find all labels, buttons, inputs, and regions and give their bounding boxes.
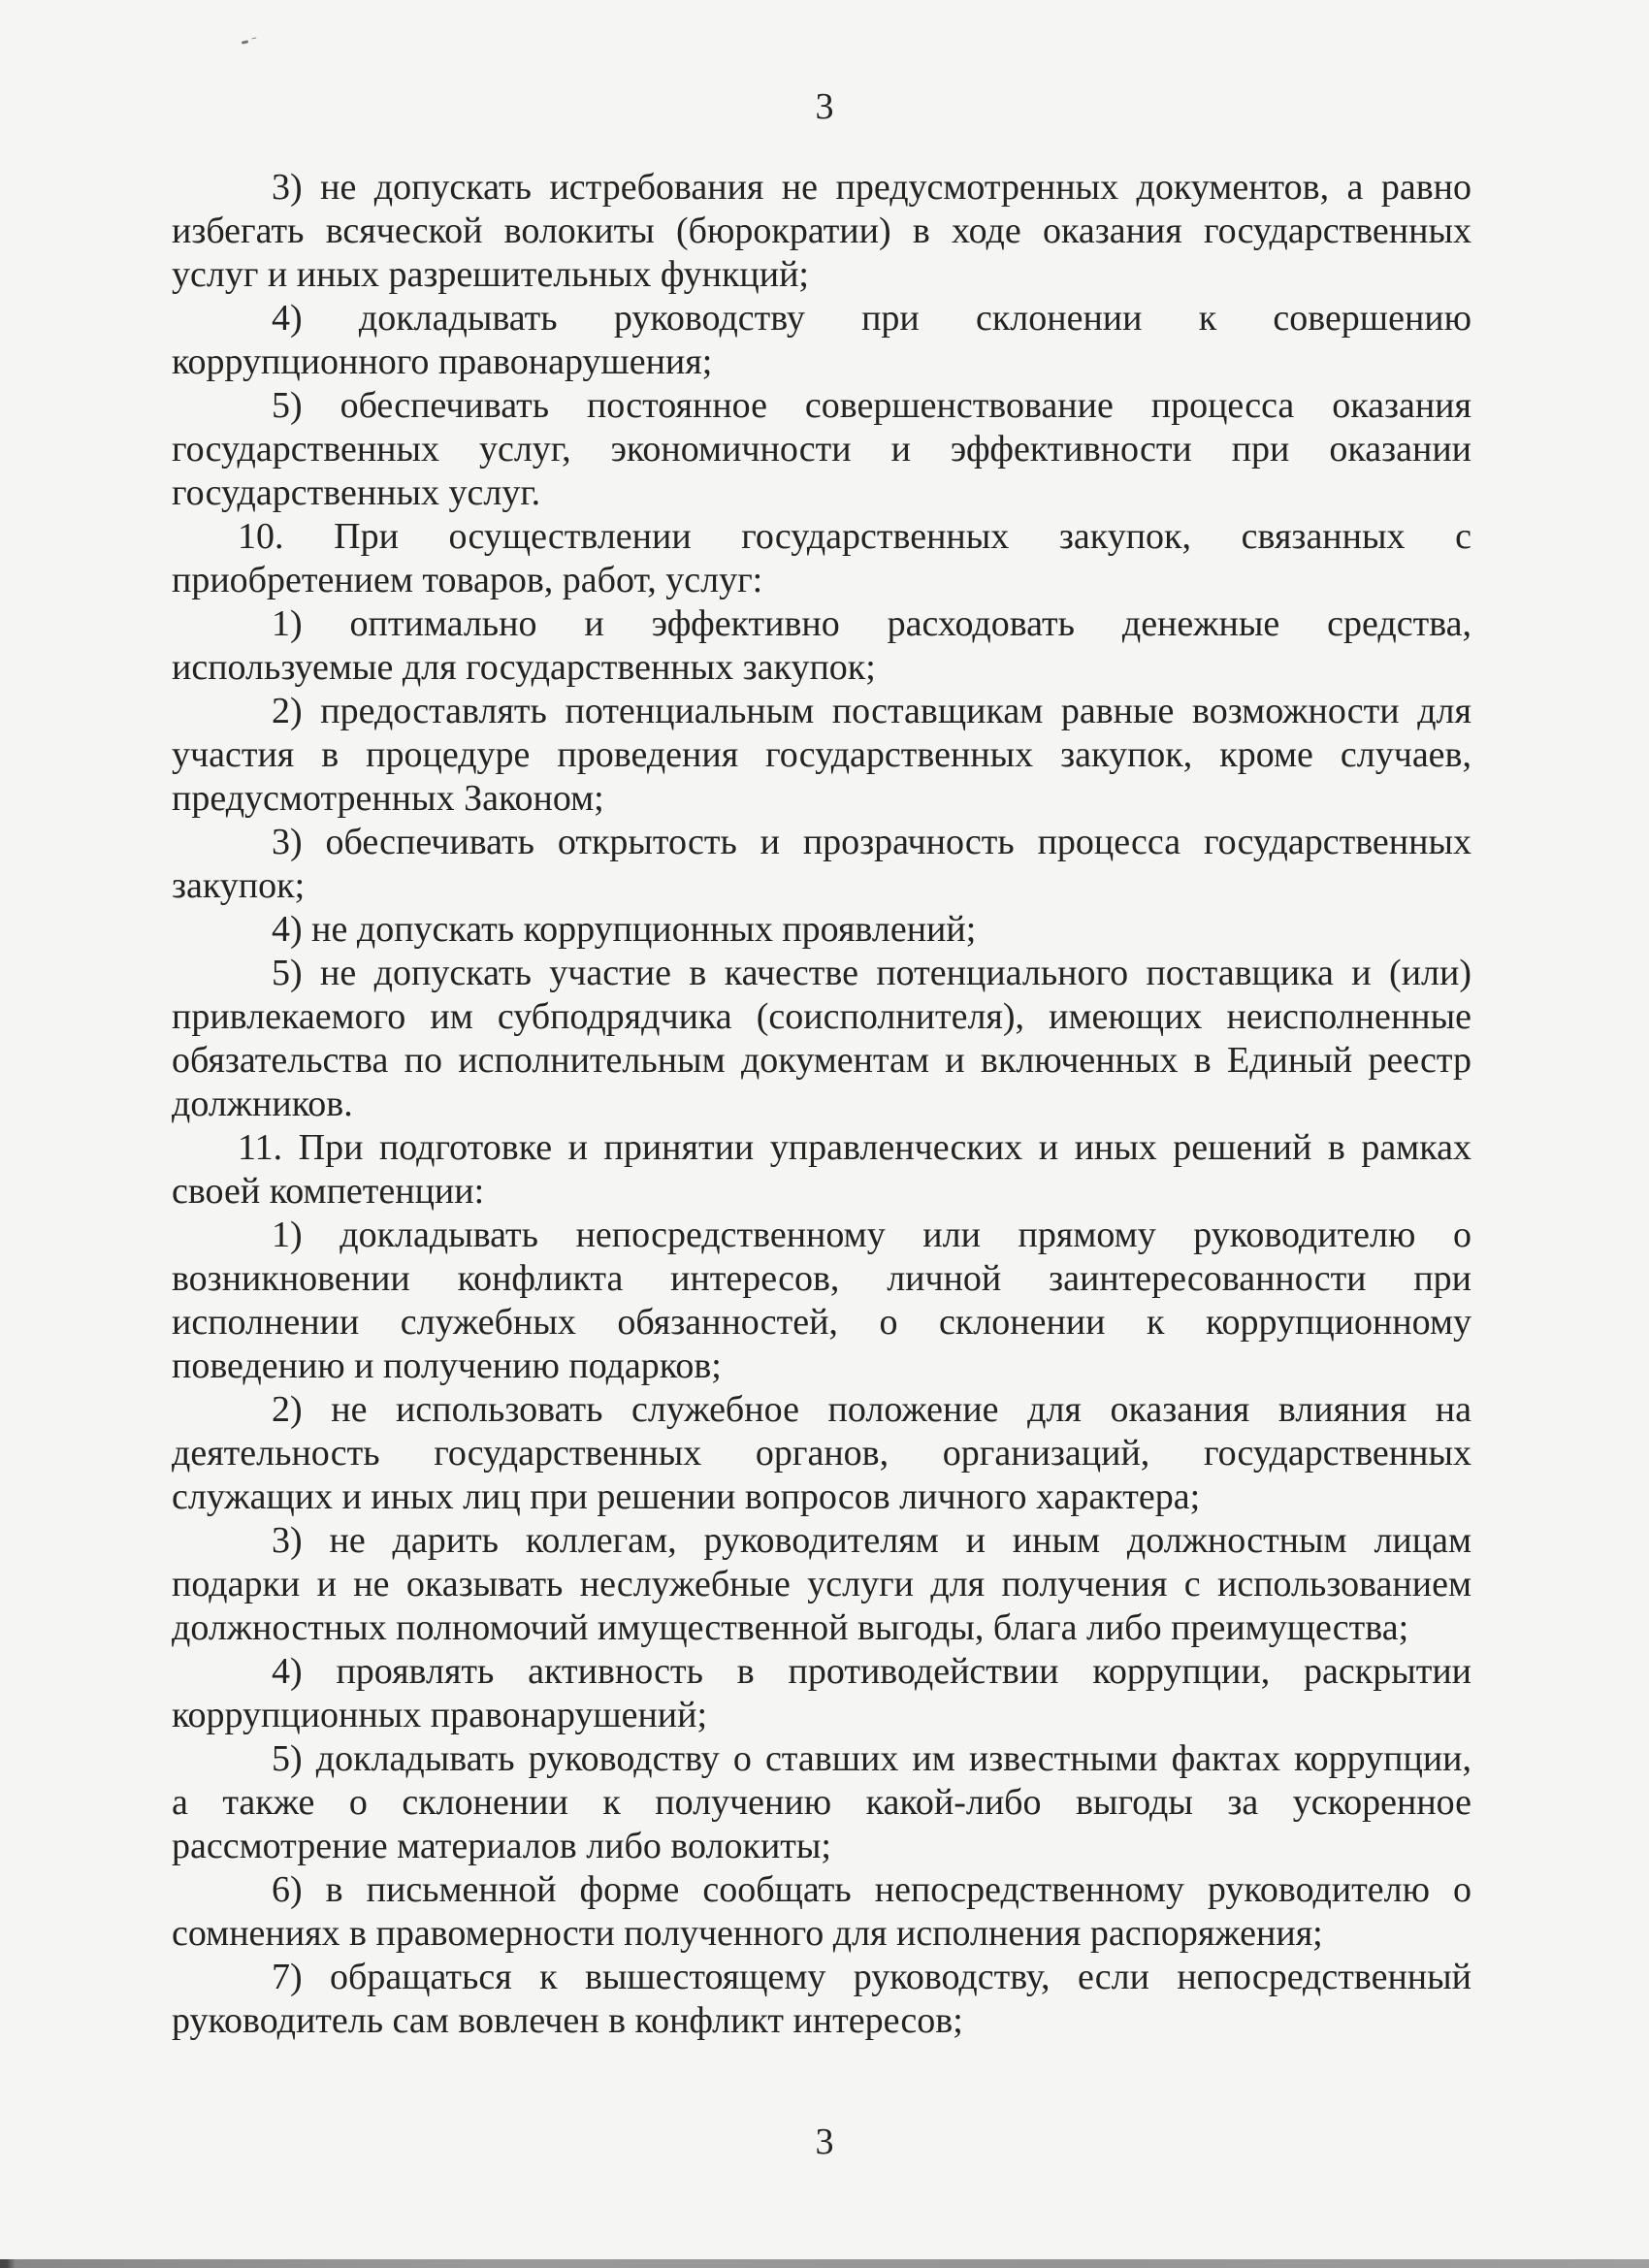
paragraph <box>172 384 1471 515</box>
paragraph <box>172 690 1471 821</box>
text-line: коррупционных правонарушений; <box>172 1695 708 1735</box>
text-line: услуг и иных разрешительных функций; <box>172 254 809 295</box>
text-line: государственных услуг, экономичности и эффективности при оказании <box>172 429 1471 470</box>
text-line: 7) обращаться к вышестоящему руководству, если непосредственный <box>272 1957 1471 1997</box>
paragraph <box>172 1868 1471 1956</box>
paragraph <box>172 1214 1471 1388</box>
paragraph <box>172 515 1471 602</box>
text-line: 6) в письменной форме сообщать непосредственному руководителю о <box>272 1869 1471 1910</box>
paragraph <box>172 1737 1471 1868</box>
paragraph <box>172 297 1471 384</box>
text-line: коррупционного правонарушения; <box>172 341 713 382</box>
text-line: 3) не допускать истребования не предусмотренных документов, а равно <box>272 167 1471 208</box>
text-line: должников. <box>172 1084 353 1124</box>
text-line: исполнении служебных обязанностей, о склонении к коррупционному <box>172 1302 1471 1343</box>
paragraph <box>172 1388 1471 1519</box>
paragraph <box>172 1650 1471 1737</box>
text-line: 5) докладывать руководству о ставших им известными фактах коррупции, <box>272 1738 1471 1779</box>
text-line: 4) докладывать руководству при склонении к совершению <box>272 298 1471 339</box>
paragraph <box>172 952 1471 1126</box>
page-number-top: 3 <box>815 86 834 127</box>
scanner-edge-strip <box>0 2259 1649 2268</box>
paragraph <box>172 602 1471 690</box>
text-line: 2) предоставлять потенциальным поставщикам равные возможности для <box>272 691 1471 731</box>
paragraph <box>172 821 1471 908</box>
text-line: своей компетенции: <box>172 1171 485 1212</box>
text-line: участия в процедуре проведения государственных закупок, кроме случаев, <box>172 734 1471 775</box>
paragraph <box>172 1956 1471 2043</box>
text-line: подарки и не оказывать неслужебные услуги для получения с использованием <box>172 1564 1471 1604</box>
text-line: 1) докладывать непосредственному или прямому руководителю о <box>272 1215 1471 1255</box>
text-line: 1) оптимально и эффективно расходовать денежные средства, <box>272 603 1471 644</box>
text-line: руководитель сам вовлечен в конфликт интересов; <box>172 2000 963 2041</box>
text-line: 4) проявлять активность в противодействии коррупции, раскрытии <box>272 1651 1471 1692</box>
paragraph <box>172 1519 1471 1650</box>
text-line: рассмотрение материалов либо волокиты; <box>172 1826 831 1866</box>
text-line: а также о склонении к получению какой-либо выгоды за ускоренное <box>172 1782 1471 1823</box>
text-line: привлекаемого им субподрядчика (соисполнителя), имеющих неисполненные <box>172 996 1471 1037</box>
text-line: служащих и иных лиц при решении вопросов личного характера; <box>172 1476 1201 1517</box>
paragraph <box>172 166 1471 297</box>
text-line: 4) не допускать коррупционных проявлений; <box>272 909 977 950</box>
text-line: избегать всяческой волокиты (бюрократии) в ходе оказания государственных <box>172 211 1471 251</box>
text-line: 3) не дарить коллегам, руководителям и иным должностным лицам <box>272 1520 1471 1561</box>
paragraph <box>172 908 1471 952</box>
text-line: приобретением товаров, работ, услуг: <box>172 560 763 600</box>
text-line: 5) не допускать участие в качестве потенциального поставщика и (или) <box>272 953 1471 993</box>
text-line: деятельность государственных органов, организаций, государственных <box>172 1433 1471 1474</box>
text-line: сомнениях в правомерности полученного для исполнения распоряжения; <box>172 1913 1323 1954</box>
text-line: 11. При подготовке и принятии управленческих и иных решений в рамках <box>238 1127 1471 1168</box>
page-number-bottom: 3 <box>815 2122 834 2162</box>
text-line: обязательства по исполнительным документам и включенных в Единый реестр <box>172 1040 1471 1081</box>
text-line: 3) обеспечивать открытость и прозрачность процесса государственных <box>272 822 1471 862</box>
text-line: должностных полномочий имущественной выгоды, блага либо преимущества; <box>172 1607 1409 1648</box>
text-line: возникновении конфликта интересов, личной заинтересованности при <box>172 1258 1471 1299</box>
text-line: используемые для государственных закупок; <box>172 647 876 688</box>
document-body <box>172 166 1471 2043</box>
text-line: 10. При осуществлении государственных закупок, связанных с <box>238 516 1471 557</box>
text-line: поведению и получению подарков; <box>172 1345 722 1386</box>
text-line: 5) обеспечивать постоянное совершенствование процесса оказания <box>272 385 1471 426</box>
text-line: закупок; <box>172 865 306 906</box>
scan-speck-artifact <box>242 40 248 44</box>
paragraph <box>172 1126 1471 1214</box>
text-line: государственных услуг. <box>172 472 541 513</box>
text-line: предусмотренных Законом; <box>172 778 604 819</box>
text-line: 2) не использовать служебное положение для оказания влияния на <box>272 1389 1471 1430</box>
